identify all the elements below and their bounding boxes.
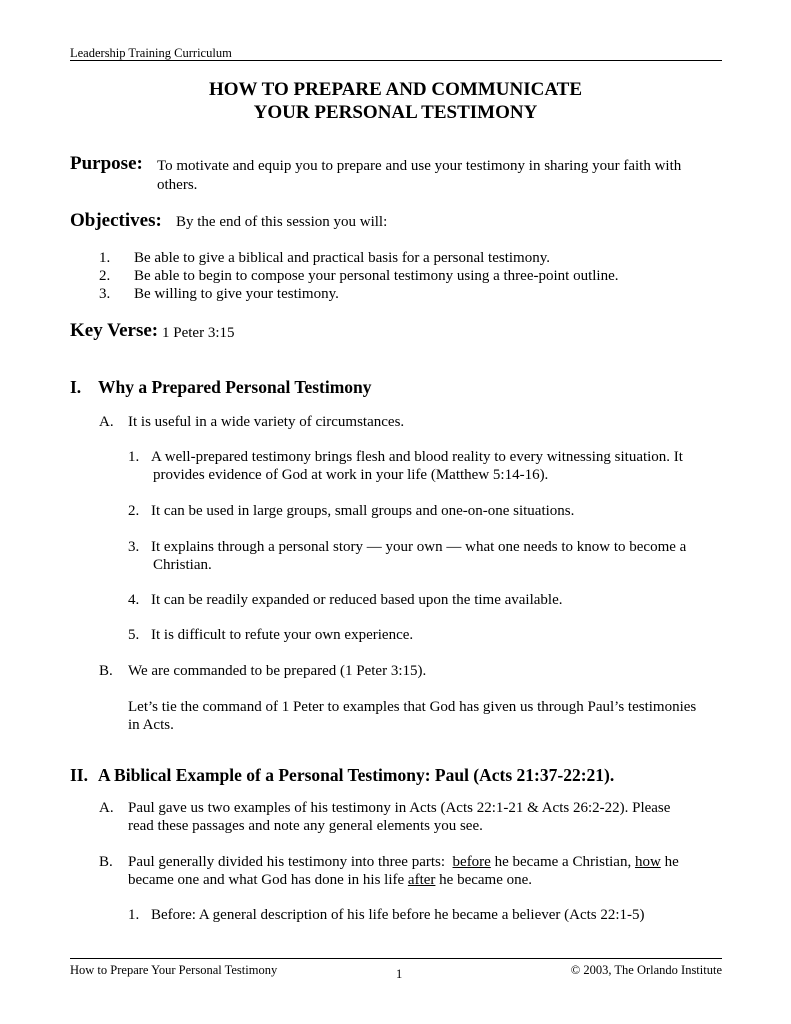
underlined-word: how bbox=[634, 854, 661, 870]
subitem-number: 2. bbox=[128, 503, 140, 519]
footer-document-title: How to Prepare Your Personal Testimony bbox=[70, 963, 278, 977]
subitem-text-line1: It can be used in large groups, small groups and one-on-one situations. bbox=[151, 503, 575, 519]
subitem-text-line1: A well-prepared testimony brings flesh and blood reality to every witnessing situation. It bbox=[151, 449, 683, 465]
objectives-label: Objectives: bbox=[70, 210, 162, 231]
outline-item-text: We are commanded to be prepared (1 Peter 3:15). bbox=[128, 663, 427, 679]
purpose-text-line2: others. bbox=[157, 177, 198, 193]
page-title-line1: HOW TO PREPARE AND COMMUNICATE bbox=[209, 79, 582, 100]
text-run: he became a Christian, bbox=[490, 854, 635, 870]
section-1-number: I. bbox=[70, 377, 82, 397]
outline-item-text-line2: read these passages and note any general elements you see. bbox=[128, 818, 483, 834]
subitem-text-line1: It can be readily expanded or reduced based upon the time available. bbox=[151, 592, 563, 608]
header-rule bbox=[70, 60, 722, 61]
subitem-text-line1: It explains through a personal story — your own — what one needs to know to become a bbox=[151, 539, 687, 555]
outline-letter: B. bbox=[99, 663, 113, 679]
outline-item-text-line1: Paul gave us two examples of his testimony in Acts (Acts 22:1-21 & Acts 26:2-22). Please bbox=[128, 800, 671, 816]
subitem-number: 3. bbox=[128, 539, 140, 555]
subitem-text-line1: Before: A general description of his life before he became a believer (Acts 22:1-5) bbox=[151, 907, 645, 923]
subitem-number: 5. bbox=[128, 627, 140, 643]
outline-letter: B. bbox=[99, 854, 113, 870]
outline-item-text: It is useful in a wide variety of circumstances. bbox=[128, 414, 405, 430]
underlined-word: before bbox=[452, 854, 491, 870]
subitem-number: 1. bbox=[128, 907, 140, 923]
purpose-text-line1: To motivate and equip you to prepare and use your testimony in sharing your faith with bbox=[157, 158, 682, 174]
text-run: he became one. bbox=[435, 872, 533, 888]
section-1-title: Why a Prepared Personal Testimony bbox=[98, 377, 372, 397]
subitem-number: 4. bbox=[128, 592, 140, 608]
footer-rule bbox=[70, 958, 722, 959]
objective-number: 2. bbox=[99, 268, 111, 284]
outline-item-text-line2 bbox=[128, 871, 532, 889]
page-title-line2: YOUR PERSONAL TESTIMONY bbox=[253, 102, 538, 123]
outline-letter: A. bbox=[99, 414, 114, 430]
paragraph-line1: Let’s tie the command of 1 Peter to examples that God has given us through Paul’s testimonies bbox=[128, 699, 697, 715]
underlined-word: after bbox=[407, 872, 436, 888]
footer-copyright: © 2003, The Orlando Institute bbox=[570, 963, 722, 977]
objective-number: 1. bbox=[99, 250, 111, 266]
objective-text: Be willing to give your testimony. bbox=[134, 286, 339, 302]
outline-letter: A. bbox=[99, 800, 114, 816]
text-run: became one and what God has done in his life bbox=[128, 872, 408, 888]
objective-number: 3. bbox=[99, 286, 111, 302]
purpose-label: Purpose: bbox=[70, 153, 143, 174]
subitem-text-line2: Christian. bbox=[153, 557, 212, 573]
subitem-text-line2: provides evidence of God at work in your life (Matthew 5:14-16). bbox=[153, 467, 549, 483]
objective-text: Be able to give a biblical and practical basis for a personal testimony. bbox=[134, 250, 550, 266]
key-verse-text: 1 Peter 3:15 bbox=[162, 325, 235, 341]
text-run: he bbox=[660, 854, 679, 870]
outline-item-text-line1 bbox=[128, 853, 679, 871]
page-number: 1 bbox=[396, 967, 403, 981]
key-verse-label: Key Verse: bbox=[70, 320, 159, 341]
subitem-text-line1: It is difficult to refute your own experience. bbox=[151, 627, 414, 643]
running-header: Leadership Training Curriculum bbox=[70, 46, 232, 60]
objective-text: Be able to begin to compose your personal testimony using a three-point outline. bbox=[134, 268, 619, 284]
section-2-number: II. bbox=[70, 765, 88, 785]
objectives-intro: By the end of this session you will: bbox=[176, 214, 388, 230]
paragraph-line2: in Acts. bbox=[128, 717, 174, 733]
subitem-number: 1. bbox=[128, 449, 140, 465]
section-2-title: A Biblical Example of a Personal Testimony: Paul (Acts 21:37-22:21). bbox=[98, 765, 615, 785]
text-run: Paul generally divided his testimony into three parts: bbox=[128, 854, 453, 870]
